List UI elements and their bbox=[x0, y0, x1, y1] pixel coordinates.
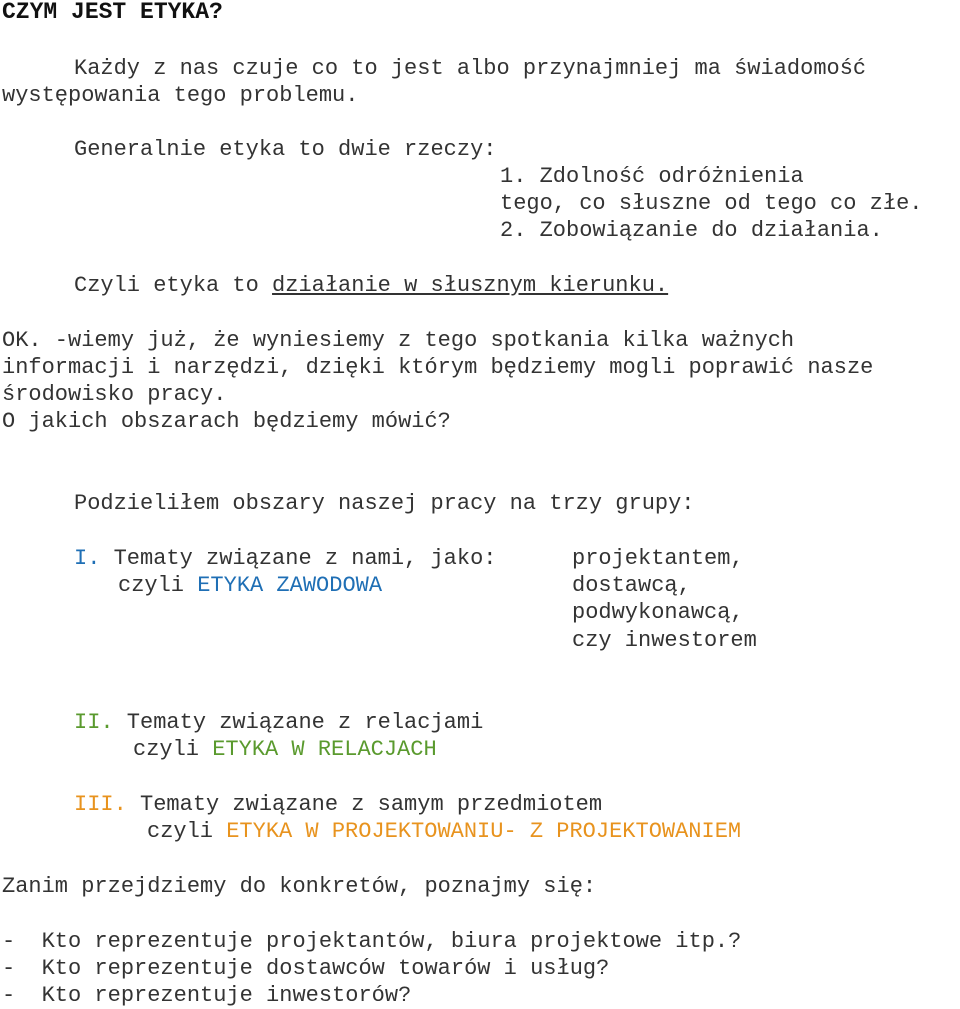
group-2-heading bbox=[74, 709, 483, 736]
group-2-czyli: czyli bbox=[133, 737, 213, 762]
before-line: Zanim przejdziemy do konkretów, poznajmy się: bbox=[2, 874, 597, 899]
group-3-subline bbox=[147, 818, 741, 845]
group-1-role: projektantem, bbox=[572, 546, 744, 571]
ok-line-1: OK. -wiemy już, że wyniesiemy z tego spotkania kilka ważnych bbox=[2, 328, 795, 353]
intro-line-2: występowania tego problemu. bbox=[2, 83, 359, 108]
group-2-text: Tematy związane z relacjami bbox=[113, 710, 484, 735]
group-3-heading bbox=[74, 791, 602, 818]
group-3-czyli: czyli bbox=[147, 819, 227, 844]
general-lead: Generalnie etyka to dwie rzeczy: bbox=[74, 137, 497, 162]
question-item: - Kto reprezentuje inwestorów? bbox=[2, 983, 412, 1008]
group-1-heading bbox=[74, 545, 496, 572]
group-1-label: ETYKA ZAWODOWA bbox=[197, 573, 383, 598]
question-item: - Kto reprezentuje projektantów, biura projektowe itp.? bbox=[2, 929, 742, 954]
group-1-role: podwykonawcą, bbox=[572, 600, 744, 625]
ok-line-4: O jakich obszarach będziemy mówić? bbox=[2, 409, 451, 434]
question-item: - Kto reprezentuje dostawców towarów i usług? bbox=[2, 956, 610, 981]
groups-intro: Podzieliłem obszary naszej pracy na trzy grupy: bbox=[74, 491, 695, 516]
group-3-label: ETYKA W PROJEKTOWANIU- Z PROJEKTOWANIEM bbox=[226, 819, 742, 844]
group-2-label: ETYKA W RELACJACH bbox=[212, 737, 437, 762]
group-1-text: Tematy związane z nami, jako: bbox=[100, 546, 497, 571]
page-title: CZYM JEST ETYKA? bbox=[2, 0, 223, 25]
ok-line-3: środowisko pracy. bbox=[2, 382, 227, 407]
summary-line bbox=[74, 272, 668, 299]
group-1-subline bbox=[118, 572, 382, 599]
group-3-numeral: III. bbox=[74, 792, 127, 817]
group-1-role: czy inwestorem bbox=[572, 628, 757, 653]
group-1-numeral: I. bbox=[74, 546, 101, 571]
general-item-2: 2. Zobowiązanie do działania. bbox=[500, 218, 883, 243]
summary-underlined: działanie w słusznym kierunku. bbox=[272, 273, 669, 298]
intro-line-1: Każdy z nas czuje co to jest albo przynajmniej ma świadomość bbox=[74, 56, 867, 81]
general-item-1-line-1: 1. Zdolność odróżnienia bbox=[500, 164, 804, 189]
group-1-role: dostawcą, bbox=[572, 573, 691, 598]
group-3-text: Tematy związane z samym przedmiotem bbox=[126, 792, 603, 817]
general-item-1-line-2: tego, co słuszne od tego co złe. bbox=[500, 191, 923, 216]
summary-prefix: Czyli etyka to bbox=[74, 273, 273, 298]
group-1-czyli: czyli bbox=[118, 573, 198, 598]
group-2-numeral: II. bbox=[74, 710, 114, 735]
ok-line-2: informacji i narzędzi, dzięki którym będziemy mogli poprawić nasze bbox=[2, 355, 874, 380]
group-2-subline bbox=[133, 736, 437, 763]
